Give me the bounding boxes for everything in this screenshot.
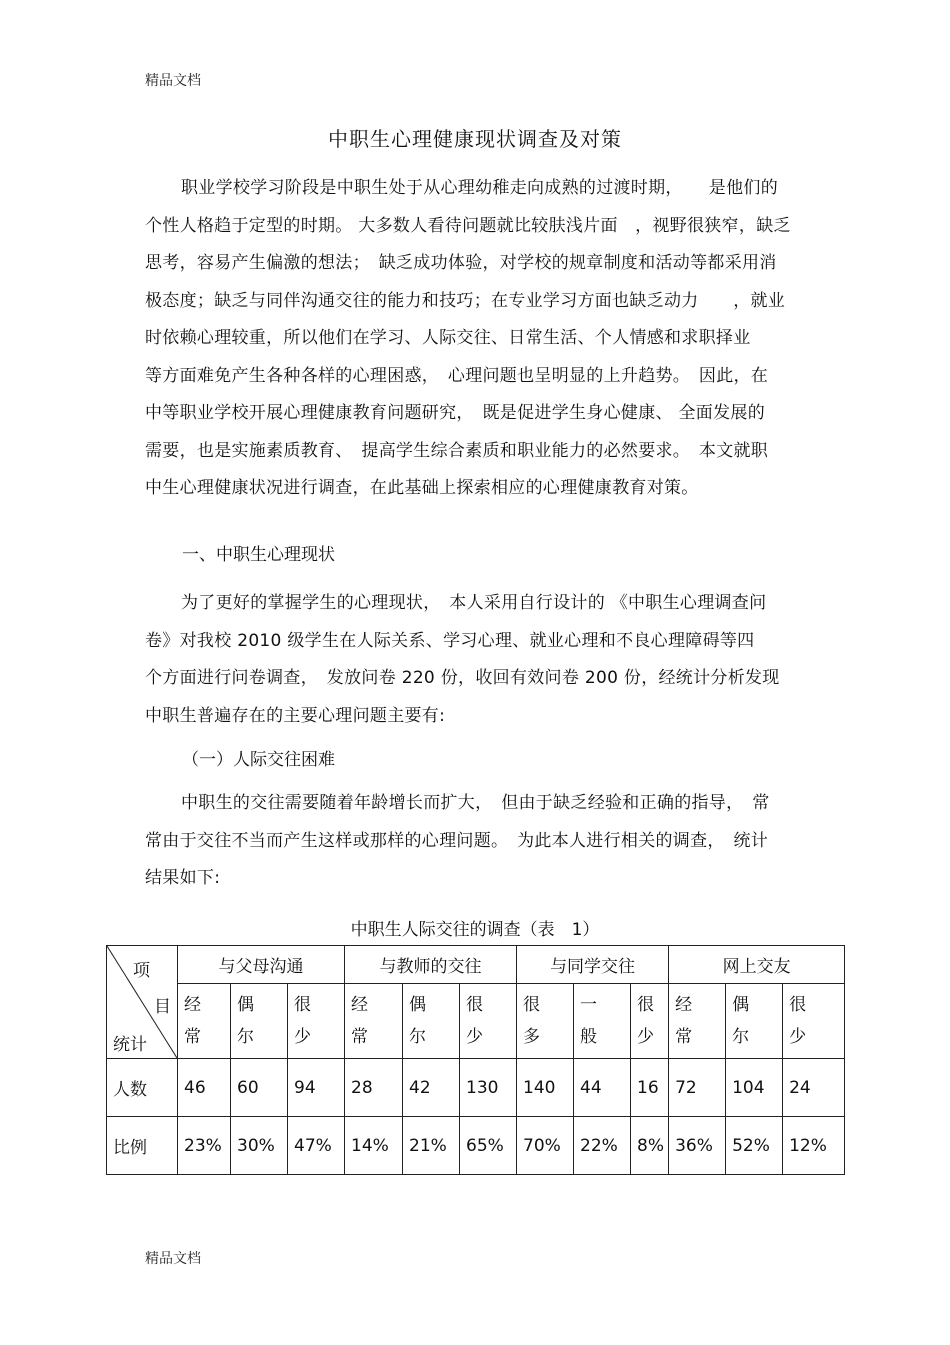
subheader-cell: 一 般 (574, 984, 631, 1059)
table-caption: 中职生人际交往的调查（表 1） (350, 920, 600, 940)
survey-paragraph (145, 585, 805, 735)
table-cell: 22% (574, 1117, 631, 1175)
table-cell: 46 (178, 1059, 231, 1117)
group-header: 与教师的交往 (345, 946, 517, 984)
page-footer: 精品文档 (145, 1251, 201, 1267)
subheader-cell: 很 少 (460, 984, 517, 1059)
row-label: 比例 (107, 1117, 178, 1175)
section-heading: 一、中职生心理现状 (182, 545, 335, 565)
social-survey-table (106, 945, 845, 1175)
group-header: 与父母沟通 (178, 946, 345, 984)
table-cell: 8% (631, 1117, 669, 1175)
text-line: 常由于交往不当而产生这样或那样的心理问题。 为此本人进行相关的调查， 统计 (145, 830, 769, 851)
group-header: 与同学交往 (517, 946, 669, 984)
table-cell: 12% (783, 1117, 845, 1175)
table-cell: 28 (345, 1059, 403, 1117)
table-cell: 44 (574, 1059, 631, 1117)
text-line: 思考，容易产生偏激的想法； 缺乏成功体验，对学校的规章制度和活动等都采用消 (145, 253, 777, 273)
corner-label-stat: 统计 (113, 1035, 147, 1055)
table-cell: 60 (231, 1059, 288, 1117)
text-line: 需要，也是实施素质教育、 提高学生综合素质和职业能力的必然要求。 本文就职 (145, 440, 769, 461)
text-line: 个方面进行问卷调查， 发放问卷 220 份，收回有效问卷 200 份，经统计分析发现 (145, 668, 780, 688)
diagonal-header-cell (107, 946, 178, 1059)
text-line: 卷》对我校 2010 级学生在人际关系、学习心理、就业心理和不良心理障碍等四 (145, 630, 755, 651)
table-cell: 21% (403, 1117, 460, 1175)
row-label: 人数 (107, 1059, 178, 1117)
text-line: 结果如下: (145, 868, 221, 888)
table-cell: 104 (726, 1059, 783, 1117)
document-title: 中职生心理健康现状调查及对策 (328, 127, 622, 151)
corner-label-item: 目 (154, 997, 171, 1017)
table-cell: 65% (460, 1117, 517, 1175)
text-line: 时依赖心理较重，所以他们在学习、人际交往、日常生活、个人情感和求职择业 (145, 328, 751, 348)
text-line: 职业学校学习阶段是中职生处于从心理幼稚走向成熟的过渡时期， 是他们的 (181, 178, 778, 198)
subheader-cell: 经 常 (669, 984, 726, 1059)
subheader-cell: 偶 尔 (726, 984, 783, 1059)
subheader-cell: 很 多 (517, 984, 574, 1059)
group-header: 网上交友 (669, 946, 845, 984)
table-cell: 30% (231, 1117, 288, 1175)
text-line: 为了更好的掌握学生的心理现状， 本人采用自行设计的 《中职生心理调查问 (181, 593, 767, 613)
table-cell: 42 (403, 1059, 460, 1117)
social-paragraph (145, 785, 805, 898)
text-line: 中等职业学校开展心理健康教育问题研究， 既是促进学生身心健康、 全面发展的 (145, 403, 766, 423)
table-cell: 16 (631, 1059, 669, 1117)
table-cell: 24 (783, 1059, 845, 1117)
subheader-cell: 偶 尔 (231, 984, 288, 1059)
corner-label-item: 项 (133, 961, 150, 981)
table-cell: 14% (345, 1117, 403, 1175)
subheader-cell: 经 常 (345, 984, 403, 1059)
table-cell: 36% (669, 1117, 726, 1175)
text-line: 中职生普遍存在的主要心理问题主要有: (145, 705, 446, 726)
subheader-cell: 很 少 (288, 984, 345, 1059)
table-cell: 130 (460, 1059, 517, 1117)
table-row (107, 1117, 845, 1175)
table-cell: 140 (517, 1059, 574, 1117)
table-row (107, 1059, 845, 1117)
text-line: 等方面难免产生各种各样的心理困惑， 心理问题也呈明显的上升趋势。 因此，在 (145, 365, 769, 386)
intro-paragraph (145, 170, 805, 508)
table-cell: 72 (669, 1059, 726, 1117)
table-cell: 52% (726, 1117, 783, 1175)
subheader-cell: 偶 尔 (403, 984, 460, 1059)
subsection-heading: （一）人际交往困难 (182, 750, 335, 770)
text-line: 中职生的交往需要随着年龄增长而扩大， 但由于缺乏经验和正确的指导， 常 (181, 793, 770, 813)
text-line: 个性人格趋于定型的时期。 大多数人看待问题就比较肤浅片面 ，视野很狭窄，缺乏 (145, 215, 791, 236)
text-line: 极态度；缺乏与同伴沟通交往的能力和技巧；在专业学习方面也缺乏动力 ，就业 (145, 290, 786, 311)
table-cell: 70% (517, 1117, 574, 1175)
table-cell: 94 (288, 1059, 345, 1117)
subheader-row (107, 984, 845, 1059)
subheader-cell: 经 常 (178, 984, 231, 1059)
subheader-cell: 很 少 (631, 984, 669, 1059)
table-cell: 23% (178, 1117, 231, 1175)
page-header: 精品文档 (145, 73, 201, 89)
table-cell: 47% (288, 1117, 345, 1175)
subheader-cell: 很 少 (783, 984, 845, 1059)
text-line: 中生心理健康状况进行调查，在此基础上探索相应的心理健康教育对策。 (145, 478, 699, 498)
